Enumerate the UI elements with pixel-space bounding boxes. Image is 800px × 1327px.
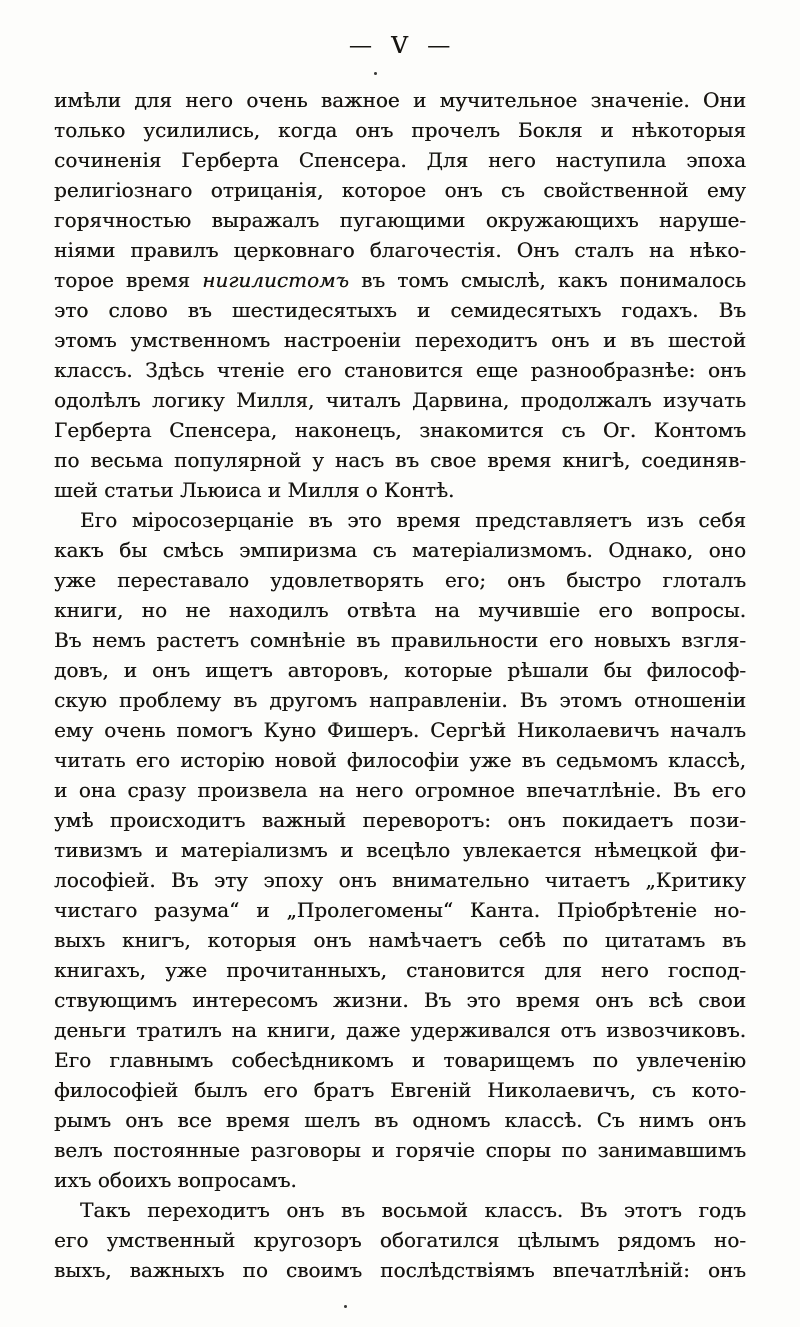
text-line: Герберта Спенсера, наконецъ, знакомится съ Ог. Контомъ xyxy=(54,418,746,442)
text-line: классъ. Здѣсь чтеніе его становится еще разнообразнѣе: онъ xyxy=(54,358,746,382)
text-line: сочиненія Герберта Спенсера. Для него наступила эпоха xyxy=(54,148,746,172)
paragraph xyxy=(54,1195,746,1285)
text-line: велъ постоянные разговоры и горячіе споры по занимавшимъ xyxy=(54,1138,746,1162)
text-line: книги, но не находилъ отвѣта на мучившіе его вопросы. xyxy=(54,598,746,622)
text-line: ему очень помогъ Куно Фишеръ. Сергѣй Николаевичъ началъ xyxy=(54,718,746,742)
text-line: довъ, и онъ ищетъ авторовъ, которые рѣшали бы философ- xyxy=(54,658,746,682)
paragraph xyxy=(54,505,746,1195)
text-line: религіознаго отрицанія, которое онъ съ свойственной ему xyxy=(54,178,746,202)
text-segment: торое время xyxy=(54,268,203,292)
text-line: выхъ, важныхъ по своимъ послѣдствіямъ впечатлѣній: онъ xyxy=(54,1258,746,1282)
page-number-header: — V — xyxy=(348,33,452,59)
paragraph xyxy=(54,85,746,505)
text-line: рымъ онъ все время шелъ въ одномъ классѣ. Съ нимъ онъ xyxy=(54,1108,746,1132)
text-line: скую проблему въ другомъ направленіи. Въ этомъ отношеніи xyxy=(54,688,746,712)
text-line: этомъ умственномъ настроеніи переходитъ онъ и въ шестой xyxy=(54,328,746,352)
ink-speck xyxy=(374,72,377,75)
text-line: его умственный кругозоръ обогатился цѣлымъ рядомъ но- xyxy=(54,1228,746,1252)
text-line: ніями правилъ церковнаго благочестія. Онъ сталъ на нѣко- xyxy=(54,238,746,262)
text-line: горячностью выражалъ пугающими окружающихъ наруше- xyxy=(54,208,746,232)
text-line: тивизмъ и матеріализмъ и всецѣло увлекается нѣмецкой фи- xyxy=(54,838,746,862)
text-line: Въ немъ растетъ сомнѣніе въ правильности его новыхъ взгля- xyxy=(54,628,746,652)
text-line: книгахъ, уже прочитанныхъ, становится для него господ- xyxy=(54,958,746,982)
text-line: чистаго разума“ и „Пролегомены“ Канта. Пріобрѣтеніе но- xyxy=(54,898,746,922)
text-line: лософіей. Въ эту эпоху онъ внимательно читаетъ „Критику xyxy=(54,868,746,892)
text-line: по весьма популярной у насъ въ свое время книгѣ, соединяв- xyxy=(54,448,746,472)
text-line: читать его исторію новой философіи уже въ седьмомъ классѣ, xyxy=(54,748,746,772)
text-line: ихъ обоихъ вопросамъ. xyxy=(54,1168,297,1192)
text-line: уже переставало удовлетворять его; онъ быстро глоталъ xyxy=(54,568,746,592)
text-line: деньги тратилъ на книги, даже удерживался отъ извозчиковъ. xyxy=(54,1018,746,1042)
italic-term: нигилистомъ xyxy=(202,268,349,292)
text-line: Такъ переходитъ онъ въ восьмой классъ. Въ этотъ годъ xyxy=(80,1198,746,1222)
text-segment: въ томъ смыслѣ, какъ понималось xyxy=(348,268,746,292)
text-line: Его міросозерцаніе въ это время представляетъ изъ себя xyxy=(80,508,746,532)
text-line: только усилились, когда онъ прочелъ Бокля и нѣкоторыя xyxy=(54,118,746,142)
text-line: выхъ книгъ, которыя онъ намѣчаетъ себѣ по цитатамъ въ xyxy=(54,928,746,952)
text-line: одолѣлъ логику Милля, читалъ Дарвина, продолжалъ изучать xyxy=(54,388,746,412)
text-line: ствующимъ интересомъ жизни. Въ это время онъ всѣ свои xyxy=(54,988,746,1012)
text-line: и она сразу произвела на него огромное впечатлѣніе. Въ его xyxy=(54,778,746,802)
text-line: какъ бы смѣсь эмпиризма съ матеріализмомъ. Однако, оно xyxy=(54,538,746,562)
text-line: умѣ происходитъ важный переворотъ: онъ покидаетъ пози- xyxy=(54,808,746,832)
text-line: это слово въ шестидесятыхъ и семидесятыхъ годахъ. Въ xyxy=(54,298,746,322)
page-text xyxy=(54,85,746,1285)
ink-speck xyxy=(344,1305,347,1308)
text-line: философіей былъ его братъ Евгеній Николаевичъ, съ кото- xyxy=(54,1078,746,1102)
text-line: имѣли для него очень важное и мучительное значеніе. Они xyxy=(54,88,746,112)
text-line: шей статьи Льюиса и Милля о Контѣ. xyxy=(54,478,455,502)
text-line xyxy=(54,265,746,295)
text-line: Его главнымъ собесѣдникомъ и товарищемъ по увлеченію xyxy=(54,1048,746,1072)
